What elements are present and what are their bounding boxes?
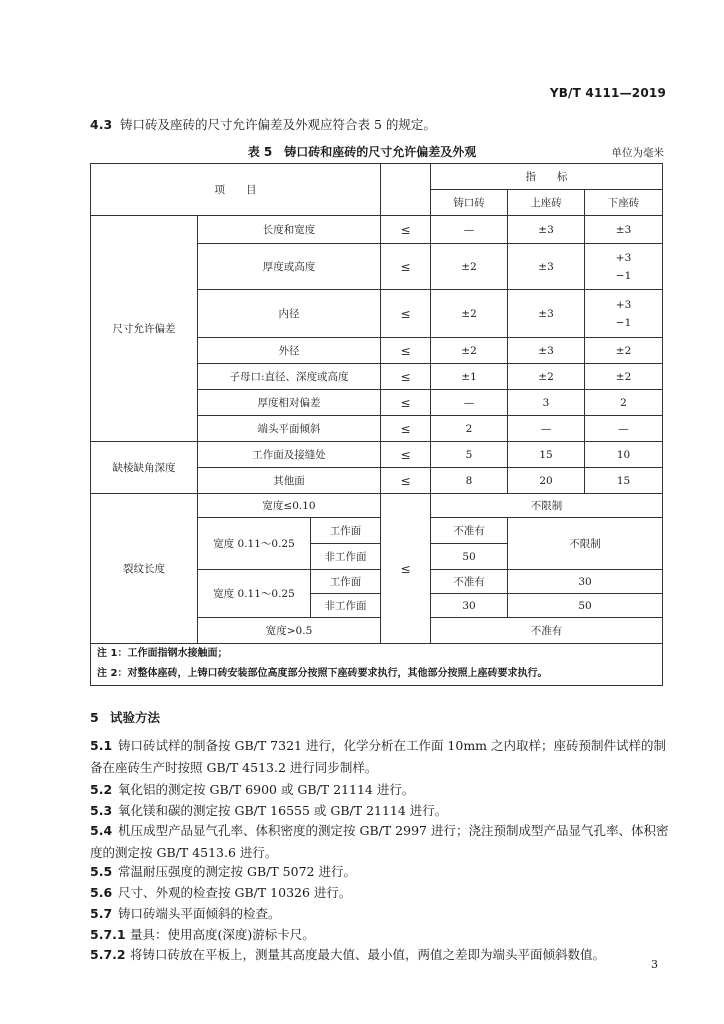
row-label: 宽度≤0.10 [198, 494, 381, 518]
cell-value: — [585, 416, 663, 442]
clause-number: 5.7.2 [90, 947, 126, 962]
le-symbol: ≤ [381, 494, 431, 644]
le-symbol: ≤ [381, 244, 431, 290]
row-label: 端头平面倾斜 [198, 416, 381, 442]
cell-value: 30 [431, 594, 508, 618]
header-col-lower: 下座砖 [585, 190, 663, 216]
clause-5-3 [90, 803, 447, 819]
sub-label: 工作面 [311, 518, 381, 544]
clause-text-cont: 度的测定按 GB/T 4513.6 进行。 [90, 845, 278, 860]
clause-text: 将铸口砖放在平板上，测量其高度最大值、最小值，两值之差即为端头平面倾斜数值。 [130, 947, 606, 962]
sub-label: 非工作面 [311, 544, 381, 570]
clause-5-7-1 [90, 927, 315, 943]
group-crack: 裂纹长度 [91, 494, 198, 644]
clause-text: 氧化铝的测定按 GB/T 6900 或 GB/T 21114 进行。 [118, 782, 415, 797]
standard-code: YB/T 4111—2019 [549, 86, 666, 100]
cell-value-stacked [585, 290, 663, 338]
cell-value: — [508, 416, 585, 442]
row-label: 厚度或高度 [198, 244, 381, 290]
clause-number: 4.3 [90, 117, 113, 132]
clause-text: 尺寸、外观的检查按 GB/T 10326 进行。 [118, 885, 352, 900]
clause-text: 机压成型产品显气孔率、体积密度的测定按 GB/T 2997 进行；浇注预制成型产品显气孔率、体积密 [118, 823, 669, 838]
table-unit: 单位为毫米 [611, 147, 664, 159]
lower-tolerance: −1 [615, 316, 632, 329]
row-label: 外径 [198, 338, 381, 364]
cell-value: 5 [431, 442, 508, 468]
clause-number: 5.4 [90, 823, 113, 838]
clause-5-5 [90, 864, 356, 880]
sub-label: 工作面 [311, 570, 381, 594]
row-label: 宽度>0.5 [198, 618, 381, 644]
row-label: 厚度相对偏差 [198, 390, 381, 416]
clause-text: 铸口砖及座砖的尺寸允许偏差及外观应符合表 5 的规定。 [120, 117, 436, 132]
cell-value: 不准有 [431, 518, 508, 544]
page-number: 3 [651, 958, 658, 971]
le-symbol: ≤ [381, 338, 431, 364]
upper-tolerance: +3 [615, 251, 632, 264]
group-dim: 尺寸允许偏差 [91, 216, 198, 442]
le-symbol: ≤ [381, 442, 431, 468]
le-symbol: ≤ [381, 416, 431, 442]
clause-4-3 [90, 117, 436, 133]
sub-label: 非工作面 [311, 594, 381, 618]
cell-value: ±2 [508, 364, 585, 390]
cell-value: 2 [431, 416, 508, 442]
clause-number: 5.6 [90, 885, 113, 900]
clause-number: 5.1 [90, 738, 113, 753]
le-symbol: ≤ [381, 390, 431, 416]
clause-5-7-2 [90, 947, 605, 963]
cell-value: 10 [585, 442, 663, 468]
cell-value: 不限制 [431, 494, 663, 518]
clause-number: 5.3 [90, 803, 113, 818]
cell-value: 不准有 [431, 570, 508, 594]
row-label: 长度和宽度 [198, 216, 381, 244]
clause-number: 5.7.1 [90, 927, 126, 942]
cell-value: 30 [508, 570, 663, 594]
clause-text: 常温耐压强度的测定按 GB/T 5072 进行。 [118, 864, 356, 879]
cell-value: ±3 [508, 244, 585, 290]
clause-text: 量具：使用高度(深度)游标卡尺。 [130, 927, 315, 942]
clause-number: 5.2 [90, 782, 113, 797]
cell-value-stacked [585, 244, 663, 290]
cell-value: — [431, 390, 508, 416]
le-symbol: ≤ [381, 468, 431, 494]
cell-value: 3 [508, 390, 585, 416]
section-number: 5 [90, 710, 99, 725]
clause-number: 5.5 [90, 864, 113, 879]
cell-value: ±3 [508, 216, 585, 244]
clause-5-1 [90, 735, 667, 779]
clause-5-4 [90, 820, 669, 864]
section-5-heading [90, 710, 160, 726]
cell-value: ±3 [508, 338, 585, 364]
le-symbol: ≤ [381, 216, 431, 244]
cell-value: ±2 [585, 364, 663, 390]
clause-5-2 [90, 782, 414, 798]
clause-text-cont: 备在座砖生产时按照 GB/T 4513.2 进行同步制样。 [90, 760, 378, 775]
clause-5-6 [90, 885, 351, 901]
row-label: 宽度 0.11～0.25 [198, 518, 311, 570]
header-indicator: 指 标 [431, 164, 663, 190]
group-chip: 缺棱缺角深度 [91, 442, 198, 494]
cell-value: 不准有 [431, 618, 663, 644]
clause-5-7 [90, 906, 281, 922]
upper-tolerance: +3 [615, 298, 632, 311]
cell-value: ±2 [431, 290, 508, 338]
lower-tolerance: −1 [615, 269, 632, 282]
cell-value: ±2 [585, 338, 663, 364]
header-col-tundish: 铸口砖 [431, 190, 508, 216]
le-symbol: ≤ [381, 364, 431, 390]
tolerance-table [90, 163, 663, 686]
row-label: 内径 [198, 290, 381, 338]
cell-value: 20 [508, 468, 585, 494]
row-label: 其他面 [198, 468, 381, 494]
cell-value: ±2 [431, 338, 508, 364]
clause-text: 铸口砖端头平面倾斜的检查。 [118, 906, 281, 921]
row-label: 宽度 0.11～0.25 [198, 570, 311, 618]
clause-text: 氧化镁和碳的测定按 GB/T 16555 或 GB/T 21114 进行。 [118, 803, 448, 818]
cell-value: 15 [585, 468, 663, 494]
table-note-1: 注 1：工作面指钢水接触面； [91, 644, 663, 664]
cell-value: 不限制 [508, 518, 663, 570]
cell-value: 15 [508, 442, 585, 468]
clause-number: 5.7 [90, 906, 113, 921]
header-item: 项 目 [91, 164, 381, 216]
row-label: 子母口:直径、深度或高度 [198, 364, 381, 390]
clause-text: 铸口砖试样的制备按 GB/T 7321 进行，化学分析在工作面 10mm 之内取样；座砖预制件试样的制 [118, 738, 667, 753]
cell-value: ±1 [431, 364, 508, 390]
cell-value: ±3 [508, 290, 585, 338]
cell-value: ±3 [585, 216, 663, 244]
cell-value: 50 [431, 544, 508, 570]
section-title: 试验方法 [110, 710, 161, 725]
cell-value: — [431, 216, 508, 244]
cell-value: 2 [585, 390, 663, 416]
table-note-2: 注 2：对整体座砖，上铸口砖安装部位高度部分按照下座砖要求执行，其他部分按照上座砖要求执行。 [91, 664, 663, 686]
le-symbol: ≤ [381, 290, 431, 338]
table-title: 表 5 铸口砖和座砖的尺寸允许偏差及外观 [247, 145, 477, 159]
cell-value: 8 [431, 468, 508, 494]
cell-value: 50 [508, 594, 663, 618]
row-label: 工作面及接缝处 [198, 442, 381, 468]
cell-value: ±2 [431, 244, 508, 290]
header-blank [381, 164, 431, 216]
header-col-upper: 上座砖 [508, 190, 585, 216]
